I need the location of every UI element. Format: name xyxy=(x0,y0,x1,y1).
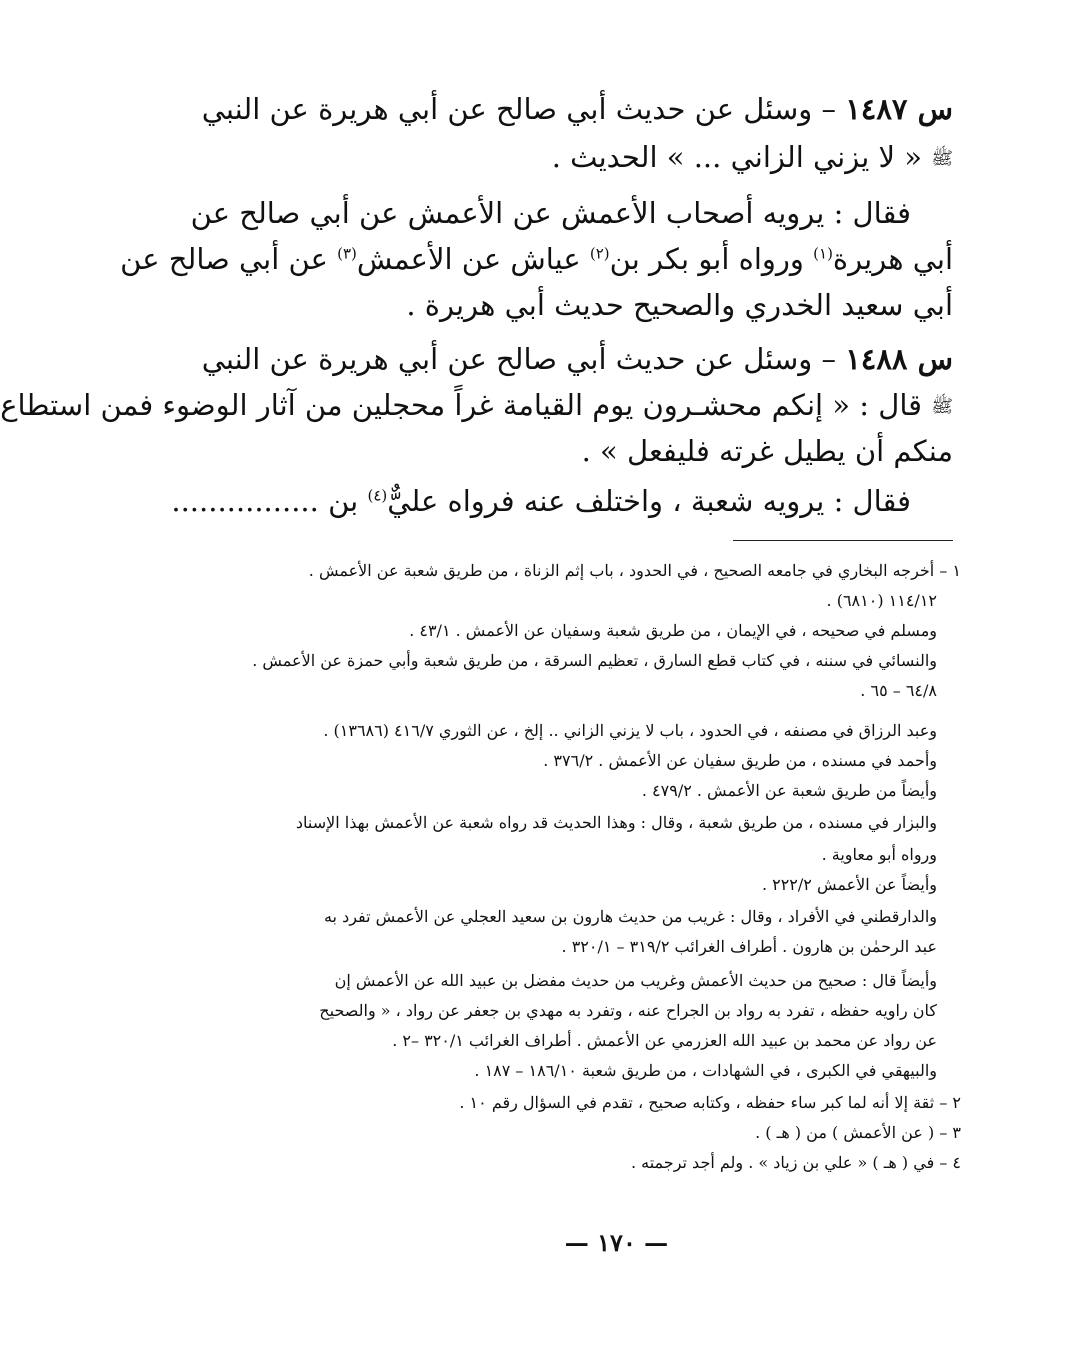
footnote-line: وعبد الرزاق في مصنفه ، في الحدود ، باب لا يزني الزاني .. إلخ ، عن الثوري ٤١٦/٧ (١٣٦٨٦) . xyxy=(323,721,937,740)
footnote-line: عن رواد عن محمد بن عبيد الله العزرمي عن الأعمش . أطراف الغرائب ٣٢٠/١ –٢ . xyxy=(392,1031,937,1050)
footnote-line: ٣ – ( عن الأعمش ) من ( هـ ) . xyxy=(755,1123,961,1142)
footnote-line: عبد الرحمٰن بن هارون . أطراف الغرائب ٣١٩/٢ – ٣٢٠/١ . xyxy=(561,937,937,956)
footnote-line: والدارقطني في الأفراد ، وقال : غريب من حديث هارون بن سعيد العجلي عن الأعمش تفرد به xyxy=(323,907,937,926)
footnote-line: كان راويه حفظه ، تفرد به رواد بن الجراح عنه ، وتفرد به مهدي بن جعفر عن رواد ، « والصحيح xyxy=(319,1001,937,1020)
footnote-line: ورواه أبو معاوية . xyxy=(821,845,937,864)
answer-1487-text-2b: ورواه أبو بكر بن xyxy=(609,242,814,276)
question-1487-number: س ١٤٨٧ xyxy=(845,92,953,126)
footnote-line: ١١٤/١٢ (٦٨١٠) . xyxy=(826,591,937,610)
footnotes xyxy=(252,556,961,1196)
footnote-line: وأيضاً من طريق شعبة عن الأعمش . ٤٧٩/٢ . xyxy=(641,781,937,800)
question-1487-text: – وسئل عن حديث أبي صالح عن أبي هريرة عن النبي xyxy=(201,92,846,126)
answer-1488-text-a: فقال : يرويه شعبة ، واختلف عنه فرواه عليٌّ xyxy=(387,484,911,518)
footnote-line: والنسائي في سننه ، في كتاب قطع السارق ، تعظيم السرقة ، من طريق شعبة وأبي حمزة عن الأعمش . xyxy=(252,651,937,670)
main-text xyxy=(0,80,953,540)
question-1488-hadith: قال : « إنكم محشـرون يوم القيامة غراً محجلين من آثار الوضوء فمن استطاع xyxy=(0,388,932,422)
answer-1487-text-1: فقال : يرويه أصحاب الأعمش عن الأعمش عن أبي صالح عن xyxy=(190,196,911,230)
footnote-line: ١ – أخرجه البخاري في جامعه الصحيح ، في الحدود ، باب إثم الزناة ، من طريق شعبة عن الأعمش . xyxy=(308,561,961,580)
footnote-line: ومسلم في صحيحه ، في الإيمان ، من طريق شعبة وسفيان عن الأعمش . ٤٣/١ . xyxy=(409,621,937,640)
footnote-line: ٢ – ثقة إلا أنه لما كبر ساء حفظه ، وكتابه صحيح ، تقدم في السؤال رقم ١٠ . xyxy=(459,1093,961,1112)
footnote-line: وأحمد في مسنده ، من طريق سفيان عن الأعمش . ٣٧٦/٢ . xyxy=(543,751,937,770)
page-number: — ١٧٠ — xyxy=(564,1228,669,1257)
footnote-line: والبيهقي في الكبرى ، في الشهادات ، من طريق شعبة ١٨٦/١٠ – ١٨٧ . xyxy=(474,1061,937,1080)
salla-icon: ﷺ xyxy=(931,396,953,417)
salla-icon: ﷺ xyxy=(931,148,953,169)
question-1487-hadith: « لا يزني الزاني ... » الحديث . xyxy=(551,140,932,174)
question-1488-number: س ١٤٨٨ xyxy=(845,342,953,376)
answer-1487-text-2d: عن أبي صالح عن xyxy=(120,242,338,276)
question-1488-text: – وسئل عن حديث أبي صالح عن أبي هريرة عن النبي xyxy=(201,342,846,376)
footnote-line: وأيضاً قال : صحيح من حديث الأعمش وغريب من حديث مفضل بن عبيد الله عن الأعمش إن xyxy=(334,971,937,990)
footnote-ref-2: (٢) xyxy=(589,244,610,263)
footnote-ref-1: (١) xyxy=(813,244,833,263)
footnote-ref-4: (٤) xyxy=(367,486,388,505)
question-1487-line-2 xyxy=(275,128,953,186)
footnote-ref-3: (٣) xyxy=(337,244,357,263)
answer-1487-text-2a: أبي هريرة xyxy=(832,242,953,276)
question-1488-hadith-end: منكم أن يطيل غرته فليفعل » . xyxy=(581,434,953,468)
footnote-line: ٦٤/٨ – ٦٥ . xyxy=(860,681,937,700)
answer-1487-line-3 xyxy=(275,276,953,334)
answer-1488-line-1 xyxy=(171,472,953,530)
footnote-line: ٤ – في ( هـ ) « علي بن زياد » . ولم أجد ترجمته . xyxy=(630,1153,961,1172)
answer-1487-text-2c: عياش عن الأعمش xyxy=(356,242,590,276)
footnote-separator xyxy=(733,540,953,541)
answer-1487-text-3: أبي سعيد الخدري والصحيح حديث أبي هريرة . xyxy=(406,288,953,322)
answer-1488-text-b: بن ................ xyxy=(171,484,368,518)
footnote-line: والبزار في مسنده ، من طريق شعبة ، وقال : وهذا الحديث قد رواه شعبة عن الأعمش بهذا الإسناد xyxy=(295,813,937,832)
footnote-line: وأيضاً عن الأعمش ٢٢٢/٢ . xyxy=(761,875,937,894)
